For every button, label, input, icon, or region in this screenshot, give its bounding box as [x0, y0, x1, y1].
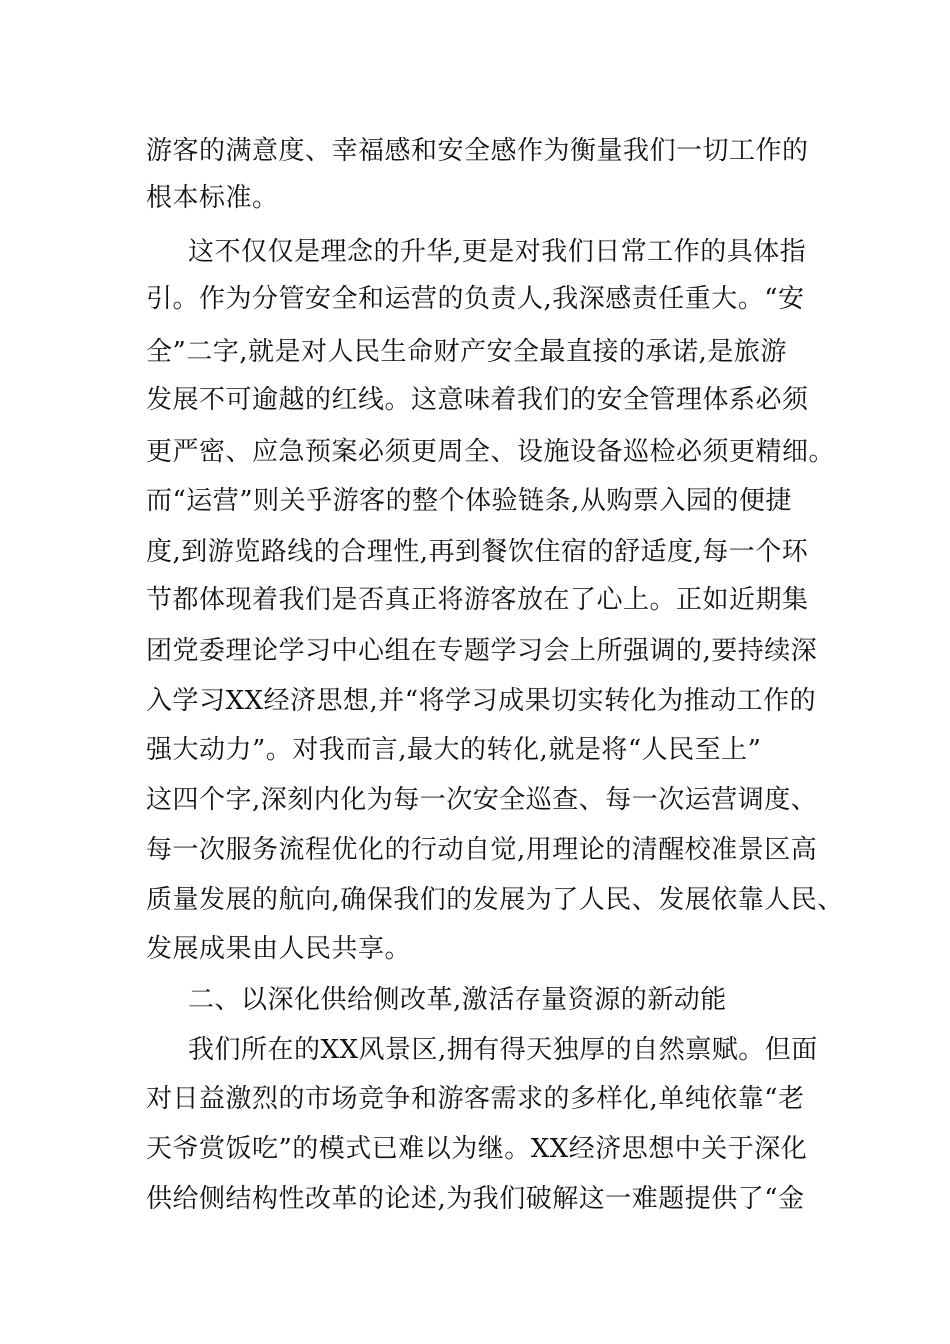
paragraph-start-line: 这不仅仅是理念的升华,更是对我们日常工作的具体指	[188, 237, 807, 267]
text-line: 而“运营”则关乎游客的整个体验链条,从购票入园的便捷	[146, 486, 792, 516]
text-line: 质量发展的航向,确保我们的发展为了人民、发展依靠人民、	[146, 885, 844, 915]
paragraph-start-line: 我们所在的XX风景区,拥有得天独厚的自然禀赋。但面	[188, 1035, 818, 1065]
text-line: 引。作为分管安全和运营的负责人,我深感责任重大。“安	[146, 284, 805, 314]
text-line: 团党委理论学习中心组在专题学习会上所强调的,要持续深	[146, 636, 818, 666]
text-line: 度,到游览路线的合理性,再到餐饮住宿的舒适度,每一个环	[146, 537, 809, 567]
text-line: 节都体现着我们是否真正将游客放在了心上。正如近期集	[146, 585, 809, 615]
text-line: 发展成果由人民共享。	[146, 934, 412, 964]
text-line: 每一次服务流程优化的行动自觉,用理论的清醒校准景区高	[146, 835, 818, 865]
section-heading: 二、以深化供给侧改革,激活存量资源的新动能	[188, 985, 727, 1015]
text-line: 游客的满意度、幸福感和安全感作为衡量我们一切工作的	[146, 136, 809, 166]
text-line: 发展不可逾越的红线。这意味着我们的安全管理体系必须	[146, 385, 809, 415]
text-line: 供给侧结构性改革的论述,为我们破解这一难题提供了“金	[146, 1184, 805, 1214]
text-line: 全”二字,就是对人民生命财产安全最直接的承诺,是旅游	[146, 337, 787, 367]
text-line: 天爷赏饭吃”的模式已难以为继。XX经济思想中关于深化	[146, 1134, 808, 1164]
text-line: 入学习XX经济思想,并“将学习成果切实转化为推动工作的	[146, 686, 817, 716]
text-line: 对日益激烈的市场竞争和游客需求的多样化,单纯依靠“老	[146, 1084, 805, 1114]
text-line: 更严密、应急预案必须更周全、设施设备巡检必须更精细。	[146, 437, 836, 467]
text-line: 强大动力”。对我而言,最大的转化,就是将“人民至上”	[146, 735, 762, 765]
text-line: 根本标准。	[146, 183, 279, 213]
text-line: 这四个字,深刻内化为每一次安全巡查、每一次运营调度、	[146, 785, 818, 815]
